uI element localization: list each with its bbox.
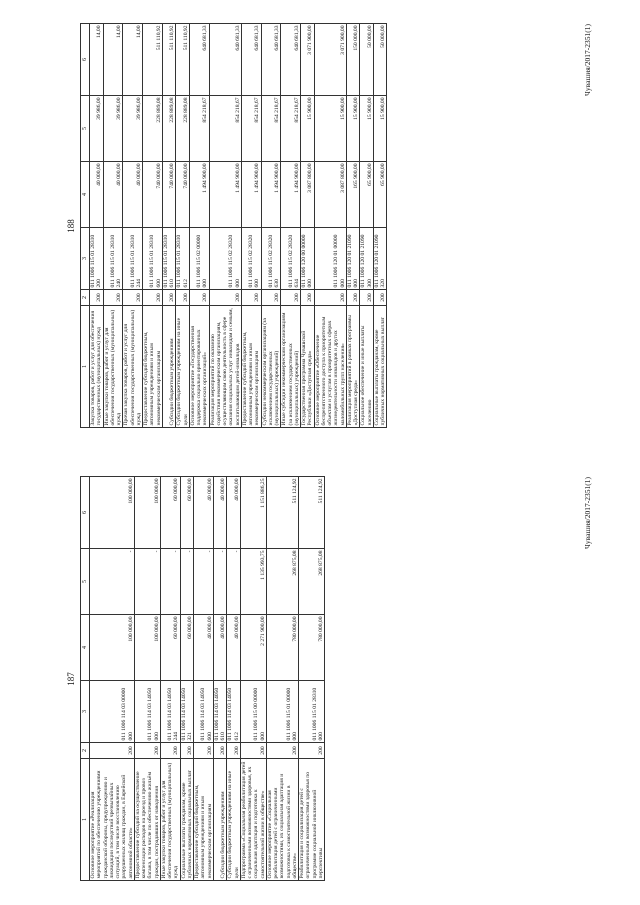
row-planned-amount: 780 000,00 [299, 615, 325, 681]
table-row [281, 24, 301, 428]
col-header: 2 [81, 290, 90, 306]
row-description: Подпрограмма «Социальная реабилитация детей с ограниченными возможностями здоровья, их социальная адаптация и подготовка к самостоятельной жизни в обществе» [240, 759, 266, 881]
row-classification-code: 011 1006 120 01 21090 000 [346, 228, 360, 290]
row-classification-code: 011 1006 114 03 14050 244 [160, 681, 180, 743]
page-187 [0, 453, 640, 905]
row-remaining-amount: 60 000,00 [160, 477, 180, 549]
table-row [261, 24, 281, 428]
row-remaining-amount: 40 000,00 [213, 477, 227, 549]
table-row [360, 24, 374, 428]
row-executed-amount: 39 986,00 [103, 96, 123, 162]
row-planned-amount: 40 000,00 [213, 615, 227, 681]
row-executed-amount: 854 218,67 [189, 96, 209, 162]
row-executed-amount: 39 986,00 [123, 96, 143, 162]
row-remaining-amount: 100 000,00 [90, 477, 135, 549]
table-row [90, 24, 104, 428]
col-header: 5 [81, 549, 90, 615]
row-planned-amount: 65 900,00 [373, 162, 387, 228]
page-number: 188 [66, 219, 76, 233]
budget-table [80, 476, 325, 881]
row-remaining-amount: 14,00 [103, 24, 123, 96]
row-description: Субсидии некоммерческим организациям (за исключением государственных (муниципальных) учреждений) [261, 306, 281, 428]
row-executed-amount: 228 889,08 [143, 96, 163, 162]
row-executed-amount: 15 900,00 [314, 96, 346, 162]
row-description: Предоставление субсидий бюджетным, автономным учреждениям и иным некоммерческим организациям [241, 306, 261, 428]
table-row [134, 477, 160, 881]
row-description: Иные закупки товаров, работ и услуг для обеспечения государственных (муниципальных) нужд [103, 306, 123, 428]
row-planned-amount: 2 271 900,00 [240, 615, 266, 681]
row-planned-amount: 1 494 900,00 [241, 162, 261, 228]
col-header: 5 [81, 96, 90, 162]
row-executed-amount: 854 218,67 [209, 96, 241, 162]
row-description: Субсидии бюджетным учреждениям на иные цели [176, 306, 190, 428]
row-executed-amount: - [134, 549, 160, 615]
row-classification-code: 011 1006 115 01 28310 244 [123, 228, 143, 290]
row-admin-code: 200 [90, 743, 135, 759]
table-row [301, 24, 315, 428]
row-planned-amount: 3 087 800,00 [301, 162, 315, 228]
row-admin-code: 200 [240, 743, 266, 759]
row-remaining-amount: 60 000,00 [180, 477, 194, 549]
row-classification-code: 011 1006 114 03 14050 000 [134, 681, 160, 743]
row-description: Субсидии бюджетным учреждениям [213, 759, 227, 881]
row-remaining-amount: 40 000,00 [227, 477, 241, 549]
row-planned-amount: 40 000,00 [194, 615, 214, 681]
table-body [90, 477, 325, 881]
table-row [194, 477, 214, 881]
header-row [81, 477, 90, 881]
table-row [346, 24, 360, 428]
row-description: Основное мероприятие «Государственная поддержка социально ориентированных некоммерческих организаций» [189, 306, 209, 428]
row-admin-code: 200 [162, 290, 176, 306]
row-remaining-amount: 3 071 900,00 [314, 24, 346, 96]
row-classification-code: 011 1006 115 01 28310 600 [143, 228, 163, 290]
row-description: Основное мероприятие «Реализация мероприятий по обеспечению учреждениями гражданской обороны, предупреждению и ликвидации последствий чрезвычайных ситуаций, в том числе восстановлению разрушенных жилищ граждан, в Еврейской автономной области» [90, 759, 135, 881]
table-row [213, 477, 227, 881]
row-executed-amount: - [213, 549, 227, 615]
row-executed-amount: - [160, 549, 180, 615]
row-admin-code: 200 [314, 290, 346, 306]
row-planned-amount: 165 900,00 [346, 162, 360, 228]
table-body [90, 24, 387, 428]
table-row [299, 477, 325, 881]
row-admin-code: 200 [134, 743, 160, 759]
col-header: 6 [81, 24, 90, 96]
row-classification-code: 011 1006 115 02 28320 600 [241, 228, 261, 290]
row-planned-amount: 40 000,00 [103, 162, 123, 228]
row-remaining-amount: 14,00 [123, 24, 143, 96]
row-admin-code: 200 [301, 290, 315, 306]
col-header: 6 [81, 477, 90, 549]
page-number: 187 [66, 672, 76, 686]
table-row [90, 477, 135, 881]
col-header: 3 [81, 681, 90, 743]
row-description: Иные субсидии некоммерческим организациям (за исключением государственных (муниципальных) учреждений) [281, 306, 301, 428]
row-remaining-amount: 100 000,00 [134, 477, 160, 549]
row-admin-code: 200 [299, 743, 325, 759]
row-remaining-amount: 150 000,00 [346, 24, 360, 96]
row-remaining-amount: 40 000,00 [194, 477, 214, 549]
row-classification-code: 011 1006 120 00 00000 000 [301, 228, 315, 290]
row-executed-amount: 39 986,00 [90, 96, 104, 162]
row-classification-code: 011 1006 114 03 00000 000 [90, 681, 135, 743]
row-planned-amount: 100 000,00 [90, 615, 135, 681]
row-planned-amount: 1 494 900,00 [189, 162, 209, 228]
document-code: Чувашия/2017-2351(1) [583, 477, 592, 549]
row-description: Предоставление субсидий на осуществление компенсации расходов на проезд и провоз багажа, в том числе по обеспечению жильём граждан, пострадавших от наводнения [134, 759, 160, 881]
row-description: Реализация мероприятий в рамках программы «Доступная среда» [346, 306, 360, 428]
row-admin-code: 200 [90, 290, 104, 306]
row-classification-code: 011 1006 114 03 14050 610 [213, 681, 227, 743]
row-classification-code: 011 1006 115 02 00000 000 [189, 228, 209, 290]
row-admin-code: 200 [227, 743, 241, 759]
row-executed-amount: - [194, 549, 214, 615]
row-planned-amount: 1 494 900,00 [281, 162, 301, 228]
header-row [81, 24, 90, 428]
row-description: Субсидии бюджетным учреждениям на иные цели [227, 759, 241, 881]
table-row [143, 24, 163, 428]
col-header: 4 [81, 162, 90, 228]
row-admin-code: 200 [373, 290, 387, 306]
table-row [189, 24, 209, 428]
row-remaining-amount: 640 681,33 [241, 24, 261, 96]
row-description: Государственная программа Чувашской Республики «Доступная среда» [301, 306, 315, 428]
row-executed-amount: 15 900,00 [346, 96, 360, 162]
row-admin-code: 200 [209, 290, 241, 306]
row-remaining-amount: 640 681,33 [209, 24, 241, 96]
row-planned-amount: 740 000,00 [143, 162, 163, 228]
row-executed-amount: - [180, 549, 194, 615]
row-classification-code: 011 1006 114 03 14050 600 [194, 681, 214, 743]
row-remaining-amount: 511 124,92 [299, 477, 325, 549]
row-executed-amount: 854 218,67 [241, 96, 261, 162]
document-code: Чувашия/2017-2351(1) [583, 24, 592, 96]
row-executed-amount: 268 875,08 [299, 549, 325, 615]
row-remaining-amount: 50 000,00 [373, 24, 387, 96]
row-planned-amount: 780 000,00 [266, 615, 298, 681]
row-executed-amount: 15 900,00 [360, 96, 374, 162]
row-executed-amount: - [227, 549, 241, 615]
row-description: Основное мероприятие «Обеспечение беспрепятственного доступа к приоритетным объектам и услугам в приоритетных сферах жизнедеятельности инвалидов и других маломобильных групп населения» [314, 306, 346, 428]
row-admin-code: 200 [241, 290, 261, 306]
col-header: 4 [81, 615, 90, 681]
row-remaining-amount: 511 110,92 [176, 24, 190, 96]
col-header: 1 [81, 759, 90, 881]
row-classification-code: 011 1006 120 01 00000 000 [314, 228, 346, 290]
row-admin-code: 200 [103, 290, 123, 306]
row-planned-amount: 100 000,00 [134, 615, 160, 681]
table-row [373, 24, 387, 428]
row-remaining-amount: 640 681,33 [189, 24, 209, 96]
row-description: Основное мероприятие «Социальная реабилитация детей с ограниченными возможностями, их социальная адаптация и подготовка к самостоятельной жизни в обществе» [266, 759, 298, 881]
row-executed-amount: - [90, 549, 135, 615]
row-planned-amount: 60 000,00 [160, 615, 180, 681]
table-row [180, 477, 194, 881]
col-header: 1 [81, 306, 90, 428]
row-description: Социальные выплаты гражданам, кроме публичных нормативных социальных выплат [373, 306, 387, 428]
row-admin-code: 200 [189, 290, 209, 306]
row-classification-code: 011 1006 115 02 28320 634 [281, 228, 301, 290]
col-header: 3 [81, 228, 90, 290]
row-remaining-amount: 50 000,00 [360, 24, 374, 96]
table-row [266, 477, 298, 881]
row-remaining-amount: 1 151 886,25 [240, 477, 266, 549]
row-description: Социальное обеспечение и иные выплаты населению [360, 306, 374, 428]
row-planned-amount: 60 000,00 [180, 615, 194, 681]
table-row [314, 24, 346, 428]
row-admin-code: 200 [261, 290, 281, 306]
row-remaining-amount: 511 110,92 [143, 24, 163, 96]
table-row [227, 477, 241, 881]
row-classification-code: 011 1006 115 01 28310 240 [103, 228, 123, 290]
row-planned-amount: 1 494 900,00 [261, 162, 281, 228]
table-row [103, 24, 123, 428]
row-executed-amount: 1 135 993,75 [240, 549, 266, 615]
row-description: Субсидии бюджетным учреждениям [162, 306, 176, 428]
table-row [209, 24, 241, 428]
row-admin-code: 200 [194, 743, 214, 759]
row-executed-amount: 854 218,67 [261, 96, 281, 162]
row-executed-amount: 854 218,67 [281, 96, 301, 162]
row-classification-code: 011 1006 115 01 28310 612 [176, 228, 190, 290]
table-row [123, 24, 143, 428]
row-remaining-amount: 640 681,33 [281, 24, 301, 96]
row-admin-code: 200 [123, 290, 143, 306]
row-planned-amount: 40 000,00 [90, 162, 104, 228]
row-planned-amount: 65 900,00 [360, 162, 374, 228]
table-row [160, 477, 180, 881]
row-classification-code: 011 1006 115 01 28310 200 [90, 228, 104, 290]
row-admin-code: 200 [143, 290, 163, 306]
table-row [162, 24, 176, 428]
row-classification-code: 011 1006 114 03 14050 612 [227, 681, 241, 743]
row-admin-code: 200 [281, 290, 301, 306]
row-admin-code: 200 [180, 743, 194, 759]
row-admin-code: 200 [213, 743, 227, 759]
row-planned-amount: 40 000,00 [227, 615, 241, 681]
row-planned-amount: 40 000,00 [123, 162, 143, 228]
row-description: Реализация мероприятий по оказанию содействия некоммерческим организациям, осуществляющим свою деятельность в сфере оказания социальных услуг инвалидам и семьям, воспитывающим детей-инвалидов [209, 306, 241, 428]
row-remaining-amount: 511 124,92 [266, 477, 298, 549]
row-executed-amount: 15 900,00 [373, 96, 387, 162]
row-admin-code: 200 [176, 290, 190, 306]
row-admin-code: 200 [360, 290, 374, 306]
row-classification-code: 011 1006 120 01 21090 320 [373, 228, 387, 290]
col-header: 2 [81, 743, 90, 759]
row-planned-amount: 740 000,00 [176, 162, 190, 228]
row-remaining-amount: 14,00 [90, 24, 104, 96]
row-classification-code: 011 1006 115 01 00000 000 [266, 681, 298, 743]
row-executed-amount: 15 900,00 [301, 96, 315, 162]
row-remaining-amount: 640 681,33 [261, 24, 281, 96]
row-remaining-amount: 511 110,92 [162, 24, 176, 96]
budget-table [80, 23, 387, 428]
row-classification-code: 011 1006 115 02 28320 000 [209, 228, 241, 290]
row-executed-amount: 228 889,08 [176, 96, 190, 162]
row-classification-code: 011 1006 114 03 14050 321 [180, 681, 194, 743]
row-description: Предоставление субсидий бюджетным, автономным учреждениям и иным некоммерческим организациям [194, 759, 214, 881]
row-classification-code: 011 1006 115 01 28310 610 [162, 228, 176, 290]
row-description: Реабилитация и социализация детей с ограниченными возможностями здоровья по программе социальной инклюзивной перспективы [299, 759, 325, 881]
row-planned-amount: 3 087 800,00 [314, 162, 346, 228]
row-executed-amount: 268 875,08 [266, 549, 298, 615]
table-row [176, 24, 190, 428]
row-classification-code: 011 1006 115 02 28320 630 [261, 228, 281, 290]
row-planned-amount: 1 494 900,00 [209, 162, 241, 228]
row-classification-code: 011 1006 120 01 21090 300 [360, 228, 374, 290]
row-description: Прочая закупка товаров, работ и услуг для обеспечения государственных (муниципальных) нужд [123, 306, 143, 428]
row-description: Иные закупки товаров, работ и услуг для обеспечения государственных (муниципальных) нужд [160, 759, 180, 881]
row-classification-code: 011 1006 115 01 28310 000 [299, 681, 325, 743]
table-row [241, 24, 261, 428]
row-description: Предоставление субсидий бюджетным, автономным учреждениям и иным некоммерческим организациям [143, 306, 163, 428]
row-classification-code: 011 1006 115 00 00000 000 [240, 681, 266, 743]
row-admin-code: 200 [346, 290, 360, 306]
row-admin-code: 200 [160, 743, 180, 759]
row-remaining-amount: 3 071 900,00 [301, 24, 315, 96]
page-188 [0, 0, 640, 452]
table-row [240, 477, 266, 881]
row-planned-amount: 740 000,00 [162, 162, 176, 228]
row-admin-code: 200 [266, 743, 298, 759]
row-description: Социальные выплаты гражданам, кроме публичных нормативных социальных выплат [180, 759, 194, 881]
row-executed-amount: 228 889,08 [162, 96, 176, 162]
row-description: Закупка товаров, работ и услуг для обеспечения государственных (муниципальных) нужд [90, 306, 104, 428]
